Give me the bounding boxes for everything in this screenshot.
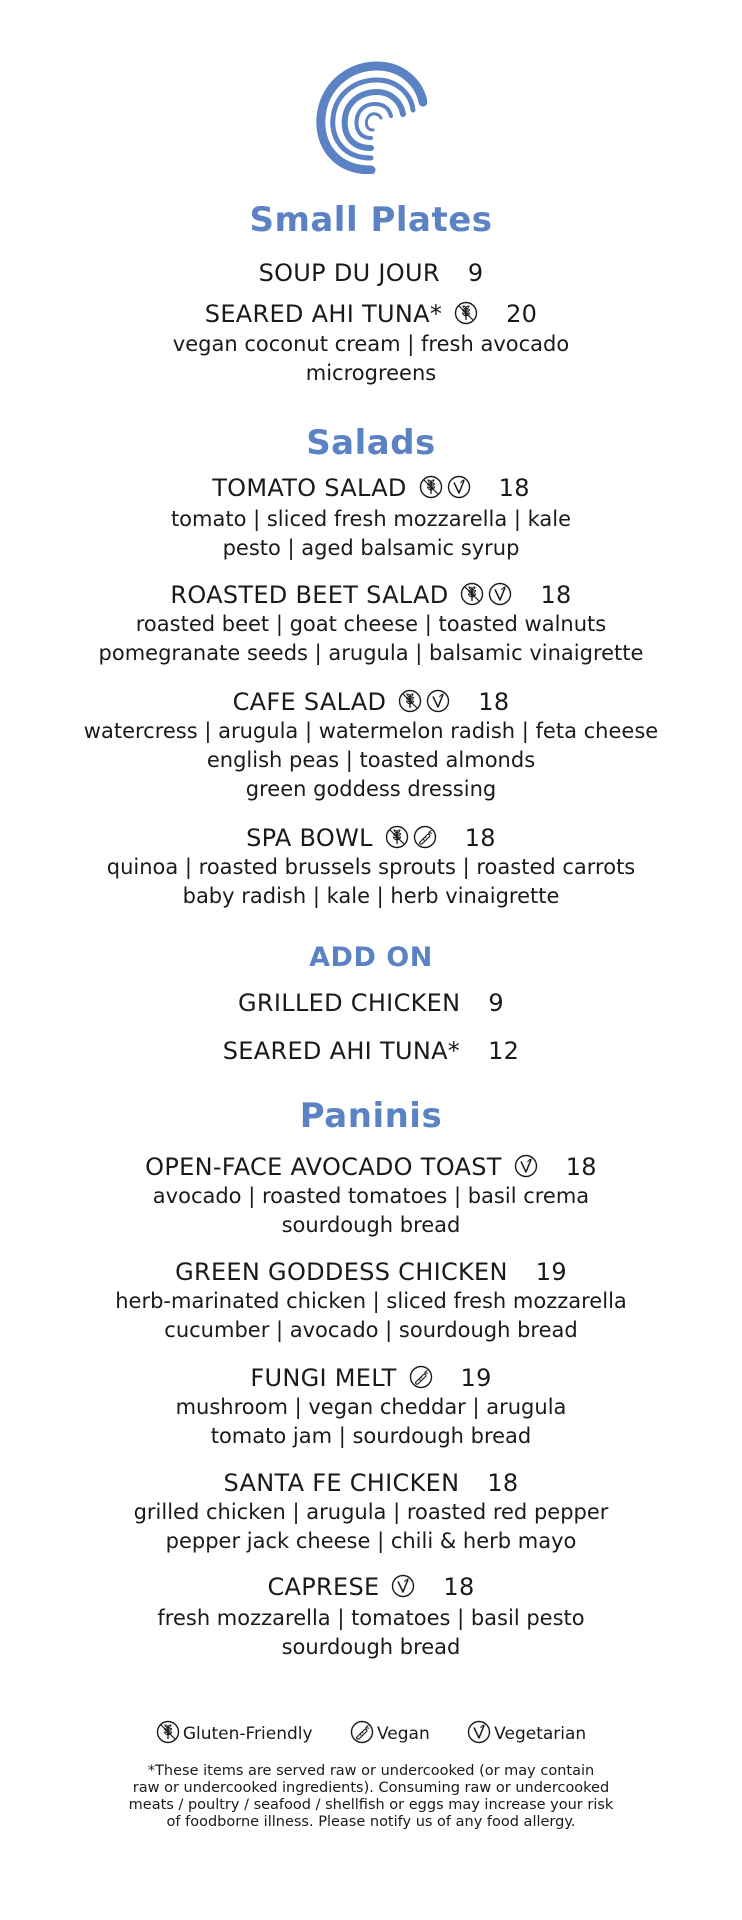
vegetarian-icon xyxy=(391,1574,415,1598)
item-description xyxy=(0,1182,742,1240)
vegetarian-icon xyxy=(514,1154,538,1178)
item-name: SOUP DU JOUR xyxy=(258,259,440,287)
item-price: 20 xyxy=(506,300,538,328)
vegan-icon xyxy=(409,1365,433,1389)
item-price: 18 xyxy=(498,474,530,502)
vegan-icon xyxy=(350,1720,374,1744)
item-price: 18 xyxy=(443,1573,475,1601)
menu-item-soup-du-jour xyxy=(0,258,742,288)
disclaimer-line: *These items are served raw or undercooked (or may contain xyxy=(147,1763,595,1779)
vegan-icon xyxy=(413,825,437,849)
menu-item-seared-ahi-tuna-addon xyxy=(0,1036,742,1066)
menu-item-spa-bowl xyxy=(0,823,742,853)
item-price: 18 xyxy=(478,688,510,716)
description-line: cucumber | avocado | sourdough bread xyxy=(164,1318,578,1342)
description-line: green goddess dressing xyxy=(245,777,497,801)
item-name: TOMATO SALAD xyxy=(212,474,407,502)
menu-item-roasted-beet-salad xyxy=(0,580,742,610)
item-name: SEARED AHI TUNA* xyxy=(204,300,443,328)
menu-item-cafe-salad xyxy=(0,687,742,717)
description-line: grilled chicken | arugula | roasted red pepper xyxy=(133,1500,609,1524)
description-line: watercress | arugula | watermelon radish | feta cheese xyxy=(83,719,659,743)
description-line: microgreens xyxy=(305,361,437,385)
description-line: pepper jack cheese | chili & herb mayo xyxy=(165,1529,577,1553)
section-title-salads: Salads xyxy=(306,423,436,463)
item-name: CAFE SALAD xyxy=(232,688,387,716)
vegetarian-icon xyxy=(467,1720,491,1744)
gluten-friendly-icon xyxy=(385,825,409,849)
raw-food-disclaimer xyxy=(0,1763,742,1831)
gluten-friendly-icon xyxy=(398,689,422,713)
gluten-friendly-icon xyxy=(454,301,478,325)
item-name: SANTA FE CHICKEN xyxy=(223,1469,460,1497)
menu-item-fungi-melt xyxy=(0,1363,742,1393)
item-price: 9 xyxy=(467,259,484,287)
description-line: tomato jam | sourdough bread xyxy=(210,1424,532,1448)
description-line: vegan coconut cream | fresh avocado xyxy=(172,332,570,356)
section-title-paninis: Paninis xyxy=(299,1096,443,1136)
description-line: sourdough bread xyxy=(281,1213,461,1237)
gluten-friendly-icon xyxy=(419,475,443,499)
section-title-add-on: ADD ON xyxy=(309,942,433,973)
description-line: pesto | aged balsamic syrup xyxy=(222,536,520,560)
item-description xyxy=(0,1498,742,1556)
menu-item-green-goddess-chicken xyxy=(0,1257,742,1287)
item-price: 19 xyxy=(460,1364,492,1392)
item-name: GREEN GODDESS CHICKEN xyxy=(175,1258,508,1286)
item-price: 18 xyxy=(565,1153,597,1181)
description-line: fresh mozzarella | tomatoes | basil pesto xyxy=(157,1606,585,1630)
description-line: avocado | roasted tomatoes | basil crema xyxy=(152,1184,590,1208)
disclaimer-line: meats / poultry / seafood / shellfish or eggs may increase your risk xyxy=(128,1797,614,1813)
item-price: 18 xyxy=(487,1469,519,1497)
description-line: sourdough bread xyxy=(281,1635,461,1659)
item-price: 18 xyxy=(540,581,572,609)
disclaimer-line: raw or undercooked ingredients). Consuming raw or undercooked xyxy=(132,1780,610,1796)
dietary-legend xyxy=(0,1722,742,1746)
item-name: FUNGI MELT xyxy=(250,1364,397,1392)
item-price: 9 xyxy=(488,989,504,1017)
description-line: pomegranate seeds | arugula | balsamic vinaigrette xyxy=(98,641,644,665)
description-line: tomato | sliced fresh mozzarella | kale xyxy=(170,507,572,531)
item-description xyxy=(0,505,742,563)
legend-vegetarian xyxy=(467,1722,586,1746)
item-description xyxy=(0,330,742,388)
gluten-friendly-icon xyxy=(460,582,484,606)
item-description xyxy=(0,610,742,668)
description-line: baby radish | kale | herb vinaigrette xyxy=(182,884,560,908)
item-price: 19 xyxy=(535,1258,567,1286)
item-description xyxy=(0,1393,742,1451)
description-line: herb-marinated chicken | sliced fresh mozzarella xyxy=(115,1289,627,1313)
item-description xyxy=(0,1287,742,1345)
item-price: 12 xyxy=(488,1037,520,1065)
vegetarian-icon xyxy=(488,582,512,606)
description-line: english peas | toasted almonds xyxy=(206,748,536,772)
menu-item-caprese xyxy=(0,1572,742,1602)
legend-label: Vegetarian xyxy=(494,1724,587,1744)
menu-item-tomato-salad xyxy=(0,473,742,503)
swirl-logo-icon xyxy=(315,58,427,174)
disclaimer-line: of foodborne illness. Please notify us of any food allergy. xyxy=(166,1814,576,1830)
item-description xyxy=(0,853,742,911)
legend-label: Gluten-Friendly xyxy=(182,1724,313,1744)
item-description xyxy=(0,717,742,804)
legend-label: Vegan xyxy=(377,1724,430,1744)
item-name: CAPRESE xyxy=(267,1573,380,1601)
item-name: GRILLED CHICKEN xyxy=(238,989,461,1017)
legend-vegan xyxy=(350,1722,430,1746)
description-line: quinoa | roasted brussels sprouts | roasted carrots xyxy=(106,855,636,879)
vegetarian-icon xyxy=(426,689,450,713)
item-price: 18 xyxy=(464,824,496,852)
item-name: ROASTED BEET SALAD xyxy=(170,581,449,609)
section-title-small-plates: Small Plates xyxy=(249,200,493,240)
item-description xyxy=(0,1604,742,1662)
menu-item-open-face-avocado-toast xyxy=(0,1152,742,1182)
item-name: OPEN-FACE AVOCADO TOAST xyxy=(145,1153,502,1181)
menu-item-santa-fe-chicken xyxy=(0,1468,742,1498)
menu-item-grilled-chicken xyxy=(0,988,742,1018)
legend-gluten-friendly xyxy=(156,1722,313,1746)
menu-item-seared-ahi-tuna xyxy=(0,299,742,329)
item-name: SPA BOWL xyxy=(246,824,373,852)
description-line: roasted beet | goat cheese | toasted walnuts xyxy=(135,612,607,636)
gluten-friendly-icon xyxy=(156,1720,180,1744)
vegetarian-icon xyxy=(447,475,471,499)
description-line: mushroom | vegan cheddar | arugula xyxy=(175,1395,567,1419)
item-name: SEARED AHI TUNA* xyxy=(222,1037,461,1065)
